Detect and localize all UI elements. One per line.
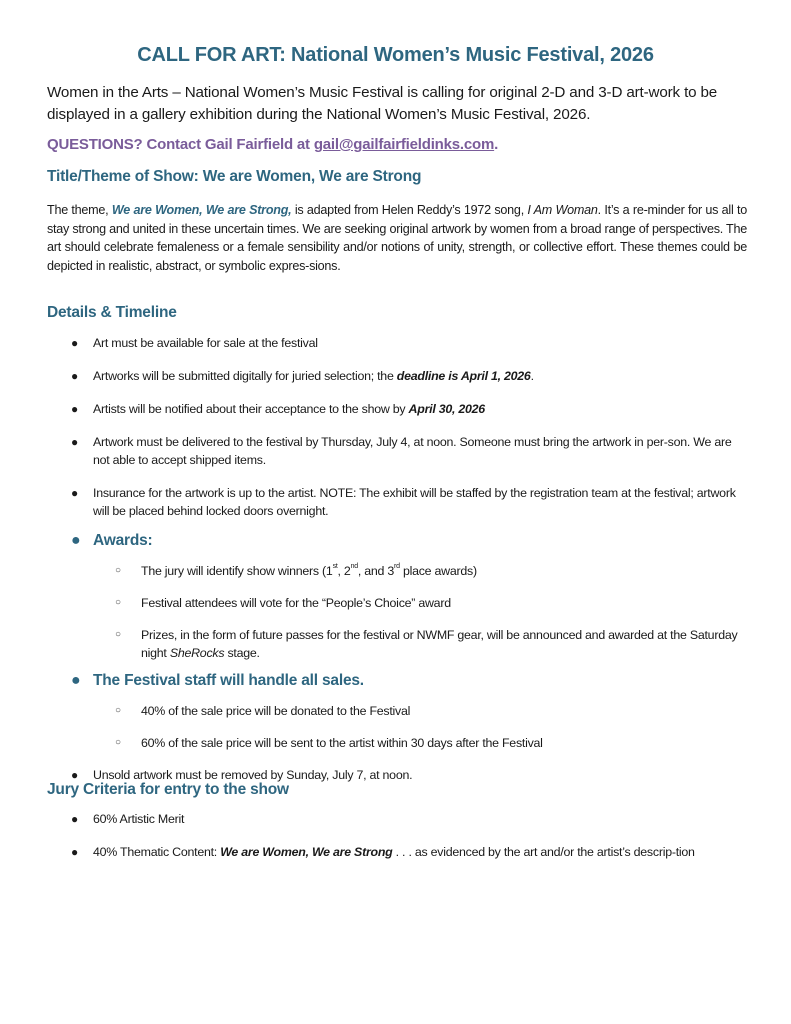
item-text: 40% of the sale price will be donated to the Festival [141, 704, 411, 718]
awards-heading: Awards: [93, 532, 153, 549]
song-title: I Am Woman [527, 203, 598, 217]
item-text: , 2 [337, 564, 351, 578]
item-text: , and 3 [357, 564, 395, 578]
item-text: stage. [224, 646, 260, 660]
item-text: Festival attendees will vote for the “People’s Choice” award [141, 596, 451, 610]
theme-paragraph [47, 201, 747, 275]
item-text: 40% Thematic Content: [93, 845, 221, 859]
jury-list [0, 810, 791, 861]
list-item [93, 734, 746, 752]
awards-section [0, 532, 791, 662]
questions-contact [47, 136, 498, 153]
details-list [0, 334, 791, 784]
item-text: Prizes, in the form of future passes for the festival or NWMF gear, will be announced and awarded at the Saturday night [141, 628, 738, 660]
bullet-icon: ● [71, 812, 78, 826]
bullet-icon: ● [71, 402, 78, 416]
stage-name: SheRocks [169, 646, 225, 660]
list-item [93, 626, 746, 662]
theme-highlight: We are Women, We are Strong, [111, 203, 292, 217]
page-title: CALL FOR ART: National Women’s Music Festival, 2026 [137, 44, 654, 66]
ordinal-suffix: nd [350, 563, 358, 570]
ordinal-suffix: rd [394, 563, 400, 570]
awards-list [93, 562, 746, 662]
bullet-icon: ● [71, 845, 78, 859]
bullet-icon: ● [71, 369, 78, 383]
bullet-icon: ● [71, 532, 81, 549]
item-text: place awards) [399, 564, 477, 578]
list-item [0, 400, 791, 418]
list-item [0, 334, 791, 352]
item-text: 60% Artistic Merit [93, 812, 185, 826]
item-text: Unsold artwork must be removed by Sunday, July 7, at noon. [93, 768, 413, 782]
item-text: Artworks will be submitted digitally for juried selection; the [93, 369, 397, 383]
item-text: Artists will be notified about their acceptance to the show by [93, 402, 409, 416]
circle-bullet-icon: ○ [115, 705, 121, 716]
circle-bullet-icon: ○ [115, 629, 121, 640]
theme-text-1: The theme, [47, 203, 112, 217]
item-text: Artwork must be delivered to the festival by Thursday, July 4, at noon. Someone must bring the artwork in per-son. We are not able to accept shipped items. [93, 435, 732, 467]
bullet-icon: ● [71, 486, 78, 500]
jury-heading: Jury Criteria for entry to the show [47, 781, 289, 798]
notification-date: April 30, 2026 [408, 402, 485, 416]
bullet-icon: ● [71, 336, 78, 350]
item-text: Art must be available for sale at the festival [93, 336, 318, 350]
sales-section [0, 672, 791, 752]
list-item [93, 702, 746, 720]
email-link[interactable]: gail@gailfairfieldinks.com [313, 136, 495, 153]
sales-heading: The Festival staff will handle all sales. [93, 672, 364, 689]
bullet-icon: ● [71, 435, 78, 449]
item-text: . [530, 369, 534, 383]
questions-suffix: . [494, 136, 499, 153]
bullet-icon: ● [71, 672, 81, 689]
list-item [0, 367, 791, 385]
list-item [0, 843, 791, 861]
list-item [93, 594, 746, 612]
circle-bullet-icon: ○ [115, 565, 121, 576]
details-heading: Details & Timeline [47, 304, 177, 321]
sales-list [93, 702, 746, 752]
theme-text-3: . It’s a re-minder for us all to stay strong and united in these uncertain times. We are seeking original artwork by women from a broad range of perspectives. The art should celebrate femaleness or a female sensibility and/or notions of unity, strength, or collective effort. These themes could be depicted in realistic, abstract, or symbolic expres-sions. [47, 203, 747, 273]
list-item [93, 562, 746, 580]
deadline-text: deadline is April 1, 2026 [396, 369, 531, 383]
list-item [0, 484, 791, 520]
circle-bullet-icon: ○ [115, 737, 121, 748]
item-text: . . . as evidenced by the art and/or the artist’s descrip-tion [392, 845, 695, 859]
circle-bullet-icon: ○ [115, 597, 121, 608]
item-text: 60% of the sale price will be sent to the artist within 30 days after the Festival [141, 736, 543, 750]
item-text: Insurance for the artwork is up to the artist. NOTE: The exhibit will be staffed by the registration team at the festival; artwork will be placed behind locked doors overnight. [93, 486, 736, 518]
list-item [0, 810, 791, 828]
questions-prefix: QUESTIONS? Contact Gail Fairfield at [47, 136, 314, 153]
ordinal-suffix: st [332, 563, 338, 570]
list-item [0, 433, 791, 469]
theme-emphasis: We are Women, We are Strong [220, 845, 393, 859]
item-text: The jury will identify show winners (1 [141, 564, 333, 578]
theme-heading: Title/Theme of Show: We are Women, We are Strong [47, 168, 422, 185]
intro-paragraph: Women in the Arts – National Women’s Music Festival is calling for original 2-D and 3-D art-work to be displayed in a gallery exhibition during the National Women’s Music Festival, 2026. [47, 84, 718, 123]
bullet-icon: ● [71, 768, 78, 782]
theme-text-2: is adapted from Helen Reddy’s 1972 song, [291, 203, 528, 217]
